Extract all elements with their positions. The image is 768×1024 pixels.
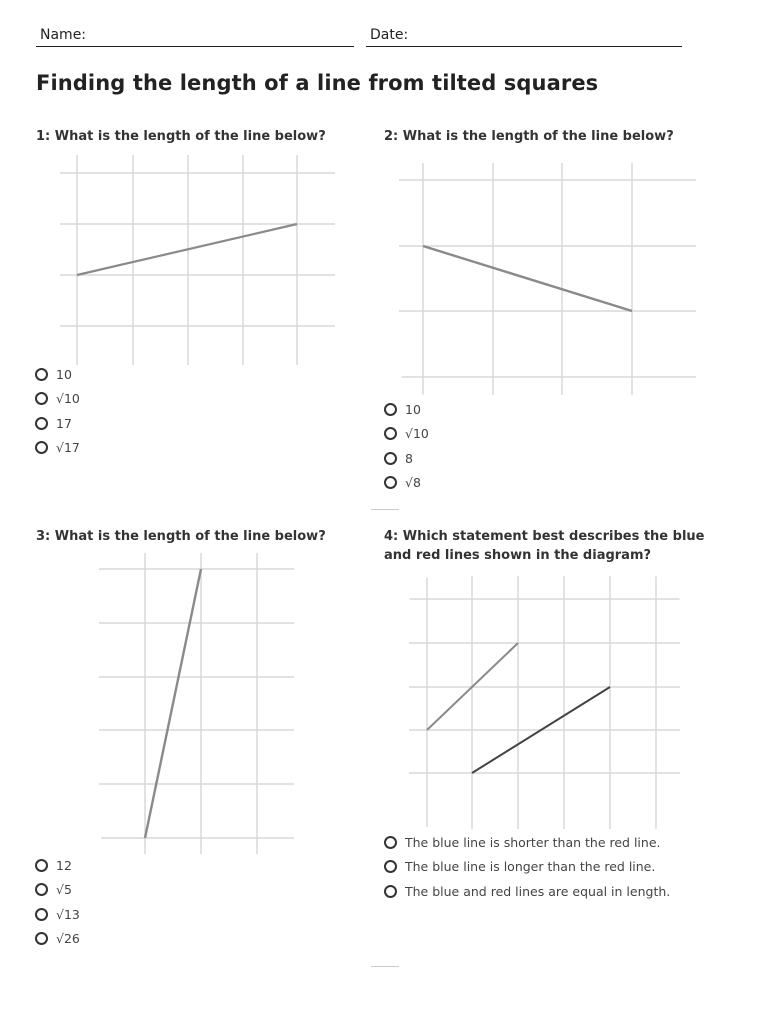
grid-diagram-3 [99, 553, 294, 854]
divider [371, 509, 399, 510]
question-2-options [384, 397, 429, 495]
question-3-line [145, 569, 201, 838]
name-label: Name: [40, 27, 87, 43]
answer-option[interactable]: √26 [35, 927, 80, 952]
radio-circle-icon[interactable] [384, 836, 397, 849]
radio-circle-icon[interactable] [384, 403, 397, 416]
answer-option[interactable]: The blue line is longer than the red line. [384, 855, 670, 880]
radio-circle-icon[interactable] [384, 427, 397, 440]
question-number: 2 [384, 129, 394, 144]
radio-circle-icon[interactable] [35, 392, 48, 405]
question-number: 1 [36, 129, 46, 144]
question-3-grid [99, 553, 294, 854]
radio-circle-icon[interactable] [35, 932, 48, 945]
answer-option[interactable]: √10 [35, 387, 80, 412]
question-number: 4 [384, 529, 394, 544]
question-1-line [77, 224, 297, 275]
question-2-grid [399, 163, 696, 395]
answer-option[interactable]: 10 [384, 397, 429, 422]
question-1-text: 1: What is the length of the line below? [36, 129, 326, 144]
answer-option[interactable]: √10 [384, 422, 429, 447]
radio-circle-icon[interactable] [384, 476, 397, 489]
question-4-grid [409, 576, 680, 829]
question-1-options [35, 362, 80, 460]
answer-option[interactable]: 8 [384, 446, 429, 471]
grid-diagram-4 [409, 576, 680, 829]
radio-circle-icon[interactable] [35, 368, 48, 381]
answer-option[interactable]: 17 [35, 411, 80, 436]
radio-circle-icon[interactable] [384, 885, 397, 898]
answer-option[interactable]: 12 [35, 853, 80, 878]
grid-diagram-2 [399, 163, 696, 395]
worksheet-title: Finding the length of a line from tilted squares [36, 71, 599, 95]
answer-option[interactable]: The blue and red lines are equal in length. [384, 879, 670, 904]
answer-option[interactable]: The blue line is shorter than the red line. [384, 830, 670, 855]
question-2-line [423, 246, 632, 311]
question-4-text: 4: Which statement best describes the blue and red lines shown in the diagram? [384, 529, 705, 563]
radio-circle-icon[interactable] [35, 883, 48, 896]
question-1-grid [60, 155, 335, 365]
question-3-options [35, 853, 80, 951]
answer-option[interactable]: √13 [35, 902, 80, 927]
radio-circle-icon[interactable] [35, 417, 48, 430]
name-field[interactable] [36, 24, 354, 47]
question-2-text: 2: What is the length of the line below? [384, 129, 674, 144]
date-field[interactable] [366, 24, 682, 47]
answer-option[interactable]: √5 [35, 878, 80, 903]
radio-circle-icon[interactable] [35, 441, 48, 454]
answer-option[interactable]: 10 [35, 362, 80, 387]
answer-option[interactable]: √17 [35, 436, 80, 461]
radio-circle-icon[interactable] [384, 452, 397, 465]
radio-circle-icon[interactable] [35, 859, 48, 872]
radio-circle-icon[interactable] [35, 908, 48, 921]
question-3-text: 3: What is the length of the line below? [36, 529, 326, 544]
answer-option[interactable]: √8 [384, 471, 429, 496]
radio-circle-icon[interactable] [384, 860, 397, 873]
question-4-options [384, 830, 670, 904]
divider [371, 966, 399, 967]
date-label: Date: [370, 27, 409, 43]
grid-diagram-1 [60, 155, 335, 365]
question-number: 3 [36, 529, 46, 544]
